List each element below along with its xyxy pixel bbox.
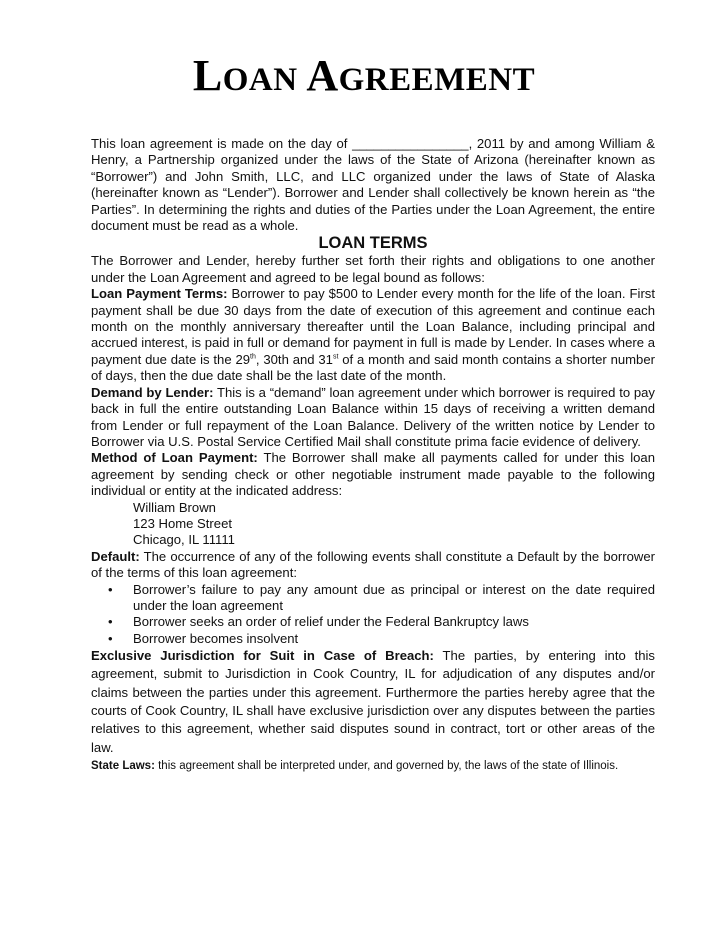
section-heading-loan-terms: LOAN TERMS	[318, 234, 428, 253]
address-city: Chicago, IL 11111	[133, 532, 235, 548]
jurisdiction-label: Exclusive Jurisdiction for Suit in Case of Breach:	[91, 648, 434, 664]
bullet-icon: •	[108, 630, 113, 646]
title-initial-a: A	[306, 51, 339, 100]
title-rest-greement: GREEMENT	[338, 62, 536, 98]
title-initial-l: L	[192, 51, 223, 100]
payment-terms-text-a: Borrower to pay $500 to Lender every month for the life of the loan. First payment shall be due 30 days from the date of execution of this agreement and continue each month on the monthly anniversary thereafter until the Loan Balance, including principal and accrued interest, is paid in full or demand for payment in full is made by Lender. In cases where a payment due date is the 29	[91, 286, 655, 367]
bullet-icon: •	[108, 614, 113, 630]
list-item	[108, 630, 655, 647]
payment-terms-paragraph	[91, 286, 655, 384]
list-item	[108, 581, 655, 615]
demand-paragraph	[91, 385, 655, 451]
payment-terms-text-b: , 30th and 31	[255, 351, 333, 367]
method-text: The Borrower shall make all payments called for under this loan agreement by sending check or other negotiable instrument made payable to the following individual or entity at the indicated address:	[91, 450, 655, 499]
list-item	[108, 614, 655, 630]
payment-terms-sup-st: st	[332, 353, 339, 361]
list-item-text: Borrower seeks an order of relief under the Federal Bankruptcy laws	[133, 614, 529, 630]
document-body	[91, 136, 655, 776]
state-laws-text: this agreement shall be interpreted under, and governed by, the laws of the state of Illinois.	[154, 759, 619, 772]
default-label: Default:	[91, 548, 140, 564]
address-name: William Brown	[133, 499, 216, 515]
payment-terms-sup-th: th	[250, 353, 256, 361]
state-laws-label: State Laws:	[91, 759, 155, 772]
address-street: 123 Home Street	[133, 515, 232, 531]
title-rest-oan: OAN	[222, 62, 298, 98]
demand-text: This is a “demand” loan agreement under which borrower is required to pay back in full the entire outstanding Loan Balance within 15 days of receiving a written demand from Lender or full repayment of the Loan Balance. Delivery of the written notice by Lender to Borrower via U.S. Postal Service Certified Mail shall constitute prima facie evidence of delivery.	[91, 384, 655, 449]
terms-intro-paragraph: The Borrower and Lender, hereby further set forth their rights and obligations to one another under the Loan Agreement and agreed to be legal bound as follows:	[91, 253, 655, 285]
jurisdiction-paragraph	[91, 647, 655, 757]
bullet-icon: •	[108, 581, 113, 597]
list-item-text: Borrower’s failure to pay any amount due as principal or interest on the date required under the loan agreement	[133, 581, 655, 613]
default-events-list	[91, 582, 655, 648]
default-text: The occurrence of any of the following events shall constitute a Default by the borrower of the terms of this loan agreement:	[91, 548, 655, 581]
document-title	[0, 50, 728, 101]
jurisdiction-text: The parties, by entering into this agreement, submit to Jurisdiction in Cook Country, IL for adjudication of any disputes and/or claims between the parties under this agreement. Furthermore the parties hereby agree that the courts of Cook Country, IL shall have exclusive jurisdiction over any disputes between the parties relatives to this agreement, whether said disputes sound in contract, tort or other areas of the law.	[91, 648, 655, 755]
intro-paragraph: This loan agreement is made on the day of ________________, 2011 by and among William & Henry, a Partnership organized under the laws of the State of Arizona (hereinafter known as “Borrower”) and John Smith, LLC, and LLC organized under the laws of State of Alaska (hereinafter known as “Lender”). Borrower and Lender shall collectively be known herein as “the Parties”. In determining the rights and duties of the Parties under the Loan Agreement, the entire document must be read as a whole.	[91, 136, 655, 234]
payment-terms-text-c: of a month and said month contains a shorter number of days, then the due date shall be the last date of the month.	[91, 351, 655, 384]
method-label: Method of Loan Payment:	[91, 450, 258, 466]
state-laws-paragraph	[91, 757, 655, 776]
method-paragraph	[91, 450, 655, 499]
payment-terms-label: Loan Payment Terms:	[91, 286, 228, 302]
list-item-text: Borrower becomes insolvent	[133, 630, 299, 646]
default-paragraph	[91, 549, 655, 582]
demand-label: Demand by Lender:	[91, 384, 214, 400]
payment-address	[133, 500, 655, 549]
